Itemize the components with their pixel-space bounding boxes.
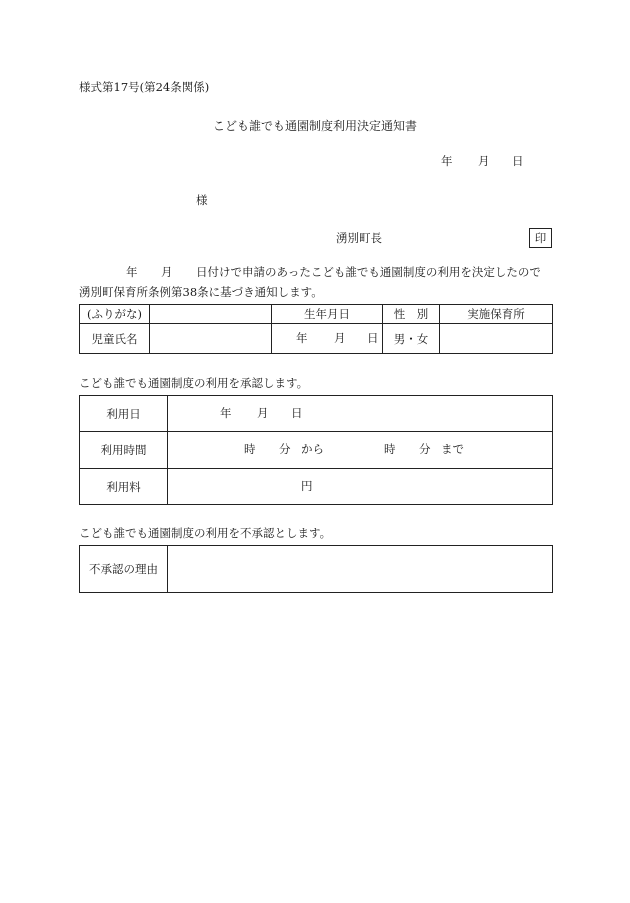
- fee-field[interactable]: [168, 469, 553, 505]
- approval-heading: こども誰でも通園制度の利用を承認します。: [79, 376, 309, 390]
- rejection-table: [79, 545, 553, 593]
- intro-line1: 日付けで申請のあったこども誰でも通園制度の利用を決定したので: [196, 265, 541, 279]
- time-minute-to: 分: [419, 442, 431, 456]
- fee-label: 利用料: [80, 469, 168, 505]
- use-date-day: 日: [291, 406, 303, 420]
- document-title: こども誰でも通園制度利用決定通知書: [212, 119, 417, 133]
- use-date-year: 年: [220, 406, 232, 420]
- sex-value[interactable]: 男・女: [383, 324, 440, 354]
- dob-year: 年: [296, 331, 308, 345]
- time-hour-from: 時: [244, 442, 256, 456]
- use-time-field[interactable]: [168, 432, 553, 469]
- time-from-word: から: [301, 442, 324, 456]
- child-name-label: 児童氏名: [80, 324, 150, 354]
- intro-line2: 湧別町保育所条例第38条に基づき通知します。: [79, 285, 323, 299]
- rejection-heading: こども誰でも通園制度の利用を不承認とします。: [79, 526, 332, 540]
- form-number: 様式第17号(第24条関係): [79, 80, 210, 94]
- addressee-suffix: 様: [196, 193, 208, 207]
- time-to-word: まで: [441, 442, 464, 456]
- dob-day: 日: [367, 331, 379, 345]
- use-date-label: 利用日: [80, 396, 168, 432]
- rejection-reason-field[interactable]: [168, 546, 553, 593]
- issuer: 湧別町長: [336, 231, 382, 245]
- dob-month: 月: [334, 331, 346, 345]
- date-month: 月: [478, 154, 490, 168]
- facility-header: 実施保育所: [440, 305, 553, 324]
- furigana-field[interactable]: [150, 305, 272, 324]
- use-time-label: 利用時間: [80, 432, 168, 469]
- rejection-reason-label: 不承認の理由: [80, 546, 168, 593]
- seal-stamp: 印: [529, 228, 552, 248]
- child-info-table: [79, 304, 553, 354]
- time-hour-to: 時: [384, 442, 396, 456]
- dob-header: 生年月日: [272, 305, 383, 324]
- dob-field[interactable]: [272, 324, 383, 354]
- furigana-label: (ふりがな): [80, 305, 150, 324]
- approval-table: [79, 395, 553, 505]
- time-minute-from: 分: [279, 442, 291, 456]
- use-date-field[interactable]: [168, 396, 553, 432]
- use-date-month: 月: [257, 406, 269, 420]
- date-day: 日: [512, 154, 524, 168]
- child-name-field[interactable]: [150, 324, 272, 354]
- facility-field[interactable]: [440, 324, 553, 354]
- date-year: 年: [441, 154, 453, 168]
- fee-unit: 円: [301, 479, 313, 493]
- intro-month: 月: [161, 265, 173, 279]
- intro-year: 年: [126, 265, 138, 279]
- sex-header: 性 別: [383, 305, 440, 324]
